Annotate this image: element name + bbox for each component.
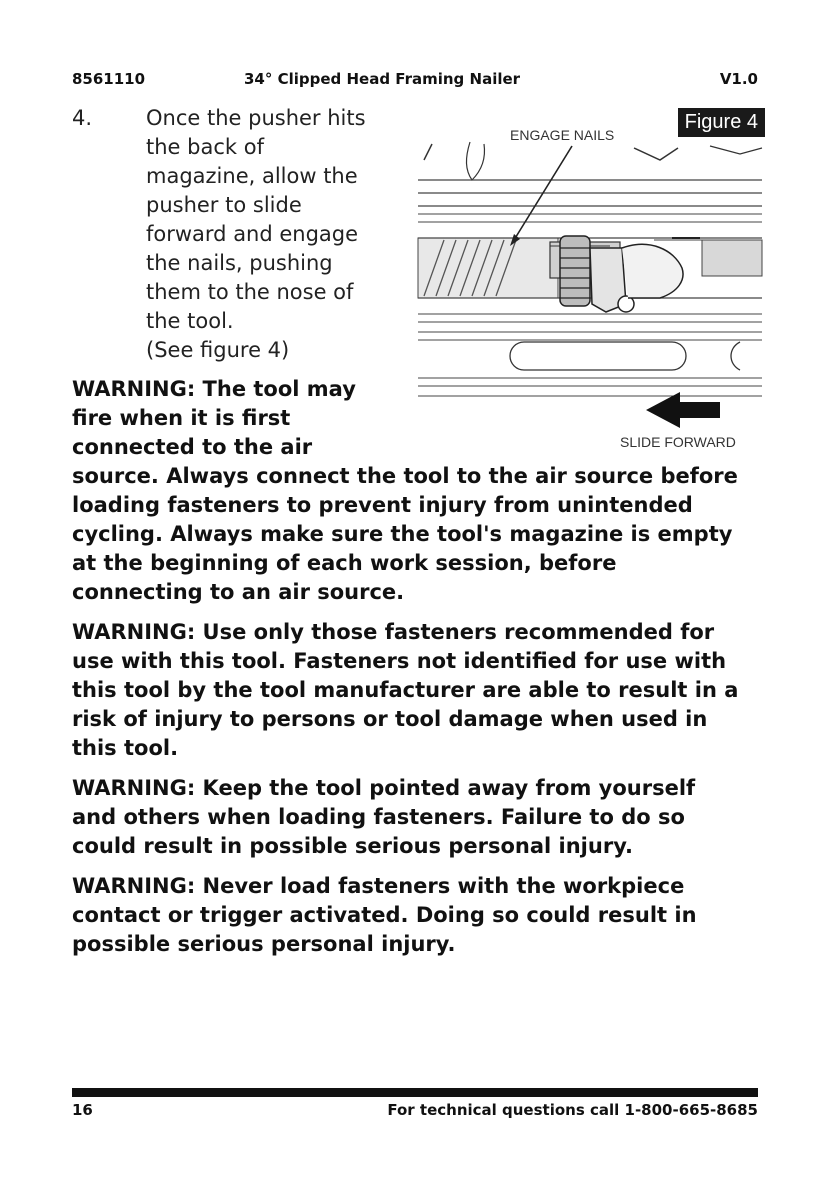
page-footer [72, 1101, 758, 1123]
version-label: V1.0 [719, 70, 758, 88]
warning-2 [72, 618, 762, 763]
warning-3 [72, 774, 762, 861]
technical-support-contact: For technical questions call 1-800-665-8685 [387, 1101, 758, 1119]
warning-line: fire when it is first [72, 406, 291, 430]
step-line: Once the pusher hits [146, 106, 366, 130]
step-line: them to the nose of [146, 280, 354, 304]
warning-line: this tool. [72, 736, 179, 760]
page-number: 16 [72, 1101, 93, 1119]
engage-nails-label: ENGAGE NAILS [510, 127, 615, 143]
warning-line: WARNING: The tool may [72, 377, 356, 401]
magazine-illustration [410, 108, 765, 458]
warning-line: connected to the air [72, 435, 313, 459]
warning-line: WARNING: Use only those fasteners recommended for [72, 620, 715, 644]
step-text [146, 104, 402, 365]
warning-line: contact or trigger activated. Doing so could result in [72, 903, 697, 927]
step-line: (See figure 4) [146, 338, 290, 362]
manual-title: 34° Clipped Head Framing Nailer [244, 70, 521, 88]
warning-line: possible serious personal injury. [72, 932, 456, 956]
page-header [72, 70, 758, 92]
warning-line: connecting to an air source. [72, 580, 405, 604]
warning-1-intro [72, 375, 392, 462]
figure-4 [410, 108, 765, 458]
warning-line: risk of injury to persons or tool damage when used in [72, 707, 708, 731]
warning-4 [72, 872, 762, 959]
step-line: the tool. [146, 309, 234, 333]
warning-line: loading fasteners to prevent injury from unintended [72, 493, 693, 517]
step-number: 4. [72, 106, 93, 130]
warning-line: and others when loading fasteners. Failure to do so [72, 805, 685, 829]
step-line: the back of [146, 135, 264, 159]
warning-line: use with this tool. Fasteners not identified for use with [72, 649, 727, 673]
part-number: 8561110 [72, 70, 146, 88]
step-line: pusher to slide [146, 193, 302, 217]
figure-label: Figure 4 [678, 108, 765, 137]
footer-divider [72, 1088, 758, 1097]
step-line: forward and engage [146, 222, 359, 246]
warning-line: could result in possible serious personal injury. [72, 834, 633, 858]
warning-line: source. Always connect the tool to the air source before [72, 464, 738, 488]
slide-forward-label: SLIDE FORWARD [620, 434, 736, 450]
warning-line: at the beginning of each work session, before [72, 551, 617, 575]
warning-line: WARNING: Keep the tool pointed away from yourself [72, 776, 696, 800]
warning-line: cycling. Always make sure the tool's magazine is empty [72, 522, 733, 546]
step-line: the nails, pushing [146, 251, 333, 275]
warning-line: WARNING: Never load fasteners with the workpiece [72, 874, 685, 898]
warning-1-body [72, 462, 762, 607]
warning-line: this tool by the tool manufacturer are able to result in a [72, 678, 739, 702]
step-line: magazine, allow the [146, 164, 358, 188]
